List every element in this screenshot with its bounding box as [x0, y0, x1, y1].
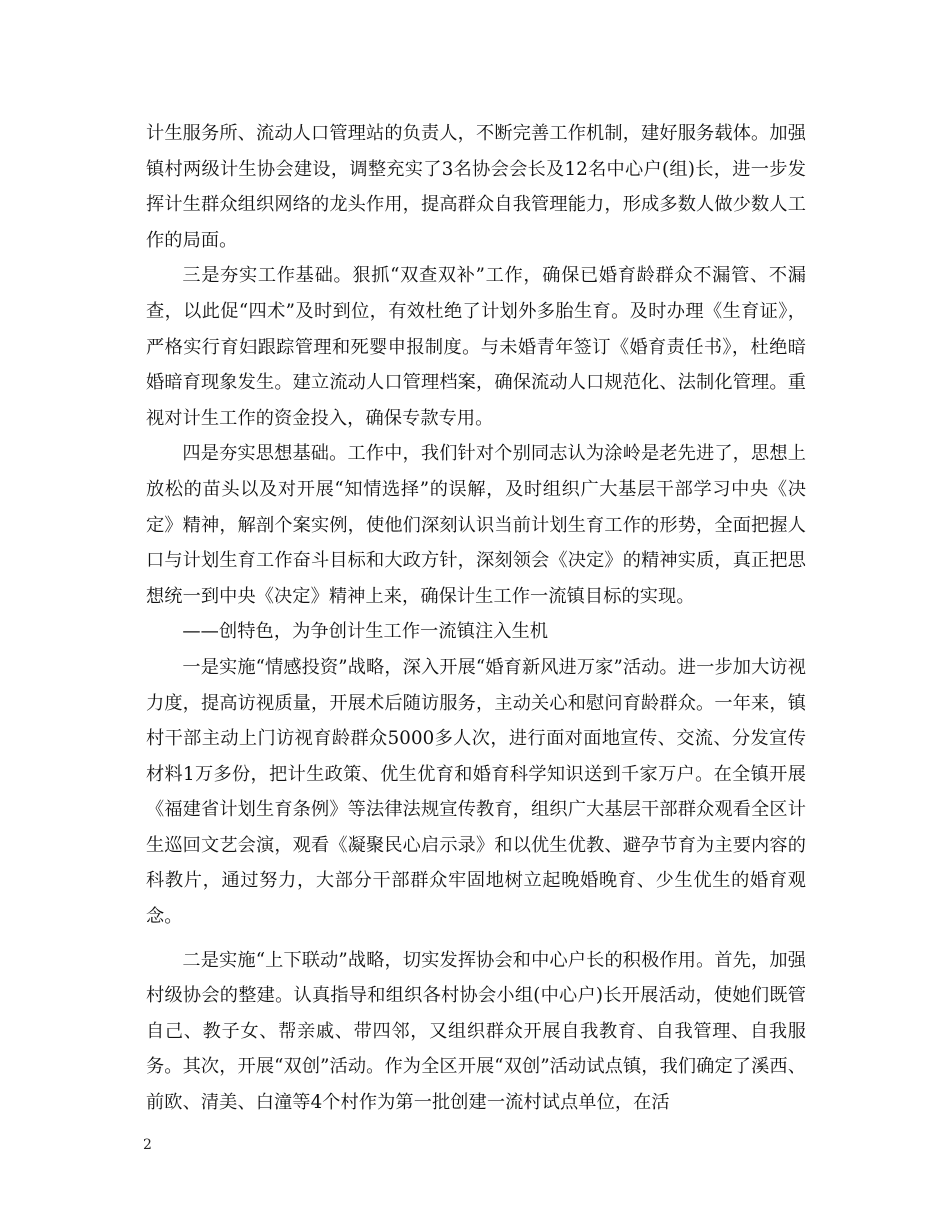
paragraph-second-strategy: 二是实施“上下联动”战略，切实发挥协会和中心户长的积极作用。首先，加强村级协会的整建。认真指导和组织各村协会小组(中心户)长开展活动，使她们既管自己、教子女、帮亲戚、带四邻，又组织群众开展自我教育、自我管理、自我服务。其次，开展“双创”活动。作为全区开展“双创”活动试点镇，我们确定了溪西、前欧、清美、白潼等4个村作为第一批创建一流村试点单位，在活: [146, 949, 806, 1114]
document-body: [146, 116, 806, 1121]
section-heading: ——创特色，为争创计生工作一流镇注入生机: [182, 621, 549, 643]
paragraph-continuation: 计生服务所、流动人口管理站的负责人，不断完善工作机制，建好服务载体。加强镇村两级计生协会建设，调整充实了3名协会会长及12名中心户(组)长，进一步发挥计生群众组织网络的龙头作用，提高群众自我管理能力，形成多数人做少数人工作的局面。: [146, 123, 806, 251]
paragraph-third-point: 三是夯实工作基础。狠抓“双查双补”工作，确保已婚育龄群众不漏管、不漏查，以此促“四术”及时到位，有效杜绝了计划外多胎生育。及时办理《生育证》，严格实行育妇跟踪管理和死婴申报制度。与未婚青年签订《婚育责任书》，杜绝暗婚暗育现象发生。建立流动人口管理档案，确保流动人口规范化、法制化管理。重视对计生工作的资金投入，确保专款专用。: [146, 265, 806, 429]
paragraph-fourth-point: 四是夯实思想基础。工作中，我们针对个别同志认为涂岭是老先进了，思想上放松的苗头以及对开展“知情选择”的误解，及时组织广大基层干部学习中央《决定》精神，解剖个案实例，使他们深刻认识当前计划生育工作的形势，全面把握人口与计划生育工作奋斗目标和大政方针，深刻领会《决定》的精神实质，真正把思想统一到中央《决定》精神上来，确保计生工作一流镇目标的实现。: [146, 443, 806, 607]
page-number: 2: [143, 1137, 152, 1153]
paragraph-first-strategy: 一是实施“情感投资”战略，深入开展“婚育新风进万家”活动。进一步加大访视力度，提高访视质量，开展术后随访服务，主动关心和慰问育龄群众。一年来，镇村干部主动上门访视育龄群众5000多人次，进行面对面地宣传、交流、分发宣传材料1万多份，把计生政策、优生优育和婚育科学知识送到千家万户。在全镇开展《福建省计划生育条例》等法律法规宣传教育，组织广大基层干部群众观看全区计生巡回文艺会演，观看《凝聚民心启示录》和以优生优教、避孕节育为主要内容的科教片，通过努力，大部分干部群众牢固地树立起晚婚晚育、少生优生的婚育观念。: [146, 656, 806, 928]
